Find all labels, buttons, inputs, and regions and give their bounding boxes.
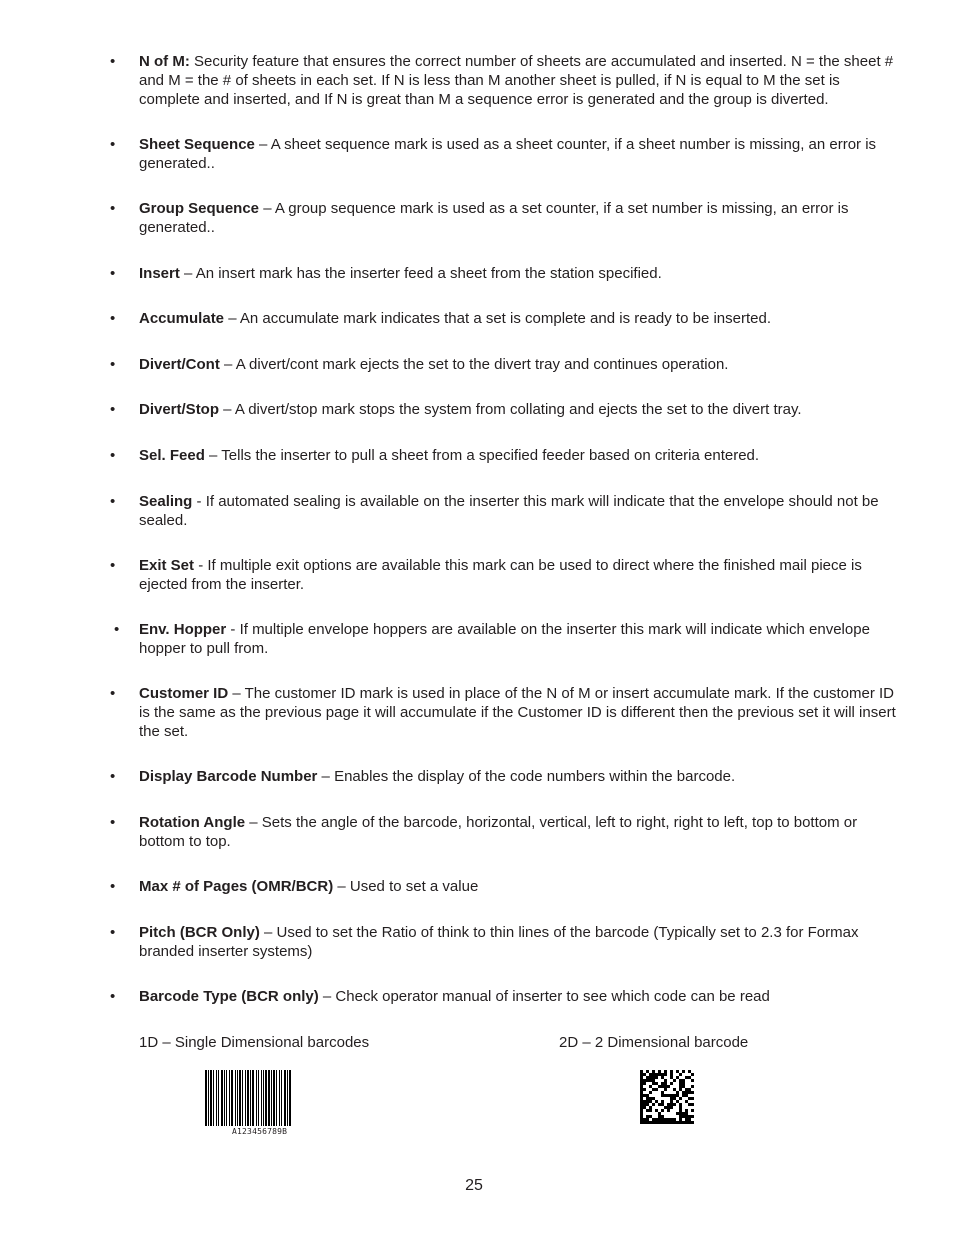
list-item-text bbox=[139, 355, 904, 374]
bullet: • bbox=[110, 493, 116, 510]
list-item-text bbox=[139, 684, 904, 741]
description: - If automated sealing is available on the inserter this mark will indicate that the envelope should not be sealed. bbox=[139, 493, 879, 529]
linear-barcode-icon bbox=[204, 1070, 316, 1126]
description: – A group sequence mark is used as a set counter, if a set number is missing, an error is generated.. bbox=[139, 200, 849, 236]
list-item-text bbox=[139, 446, 904, 465]
term: Divert/Cont bbox=[139, 356, 220, 373]
term: Group Sequence bbox=[139, 200, 260, 217]
description: – Enables the display of the code numbers within the barcode. bbox=[317, 768, 736, 785]
list-item-text bbox=[139, 923, 904, 961]
list-item-text bbox=[139, 400, 904, 419]
term: Pitch (BCR Only) bbox=[139, 924, 260, 941]
term: Customer ID bbox=[139, 685, 229, 702]
term: Rotation Angle bbox=[139, 814, 246, 831]
list-item-text bbox=[139, 987, 904, 1006]
bullet: • bbox=[110, 878, 116, 895]
datamatrix-barcode-icon bbox=[640, 1070, 694, 1124]
bullet: • bbox=[110, 814, 116, 831]
description: – Sets the angle of the barcode, horizontal, vertical, left to right, right to left, top to bottom or bottom to top. bbox=[139, 814, 858, 850]
description: – An accumulate mark indicates that a set is complete and is ready to be inserted. bbox=[224, 310, 771, 327]
bullet: • bbox=[110, 401, 116, 418]
bullet: • bbox=[110, 200, 116, 217]
bullet: • bbox=[110, 53, 116, 70]
caption-1d: 1D – Single Dimensional barcodes bbox=[139, 1034, 370, 1051]
bullet: • bbox=[110, 768, 116, 785]
list-item-text bbox=[139, 556, 904, 594]
caption-2d: 2D – 2 Dimensional barcode bbox=[559, 1034, 749, 1051]
description: – A sheet sequence mark is used as a sheet counter, if a sheet number is missing, an error is generated.. bbox=[139, 136, 877, 172]
term: Display Barcode Number bbox=[139, 768, 318, 785]
description: – A divert/stop mark stops the system from collating and ejects the set to the divert tray. bbox=[219, 401, 802, 418]
bullet: • bbox=[110, 356, 116, 373]
list-item-text bbox=[139, 767, 904, 786]
barcode-number: A123456789B bbox=[232, 1127, 288, 1136]
bullet: • bbox=[110, 557, 116, 574]
list-item-text bbox=[139, 309, 904, 328]
term: Sheet Sequence bbox=[139, 136, 255, 153]
list-item-text bbox=[139, 813, 904, 851]
bullet: • bbox=[110, 988, 116, 1005]
bullet: • bbox=[110, 136, 116, 153]
list-item-text bbox=[139, 264, 904, 283]
description: – An insert mark has the inserter feed a sheet from the station specified. bbox=[179, 265, 662, 282]
bullet: • bbox=[110, 685, 116, 702]
description: - If multiple exit options are available this mark can be used to direct where the finished mail piece is ejected from the inserter. bbox=[139, 557, 862, 593]
term: Sel. Feed bbox=[139, 447, 205, 464]
term: Exit Set bbox=[139, 557, 195, 574]
description: Security feature that ensures the correct number of sheets are accumulated and inserted. N = the sheet # and M = the # of sheets in each set. If N is less than M another sheet is pulled, if N is equal to M the set is complete and inserted, and If N is great than M a sequence error is generated and the group is diverted. bbox=[139, 53, 894, 108]
bullet: • bbox=[110, 310, 116, 327]
page-number: 25 bbox=[465, 1177, 483, 1194]
term: Accumulate bbox=[139, 310, 225, 327]
bullet: • bbox=[114, 621, 120, 638]
list-item-text bbox=[139, 877, 904, 896]
description: – A divert/cont mark ejects the set to the divert tray and continues operation. bbox=[219, 356, 729, 373]
term: Sealing bbox=[139, 493, 193, 510]
term: Insert bbox=[139, 265, 180, 282]
bullet: • bbox=[110, 447, 116, 464]
list-item-text bbox=[139, 492, 904, 530]
description: – Used to set a value bbox=[333, 878, 479, 895]
description: – Tells the inserter to pull a sheet from a specified feeder based on criteria entered. bbox=[204, 447, 760, 464]
description: – The customer ID mark is used in place of the N of M or insert accumulate mark. If the customer ID is the same as the previous page it will accumulate if the Customer ID is different then the previous set it will insert the set. bbox=[139, 685, 896, 740]
term: Divert/Stop bbox=[139, 401, 220, 418]
list-item-text bbox=[139, 199, 904, 237]
term: Max # of Pages (OMR/BCR) bbox=[139, 878, 334, 895]
list-item-text bbox=[139, 135, 904, 173]
list-item-text bbox=[139, 620, 909, 658]
term: Env. Hopper bbox=[139, 621, 227, 638]
term: Barcode Type (BCR only) bbox=[139, 988, 319, 1005]
description: – Used to set the Ratio of think to thin lines of the barcode (Typically set to 2.3 for Formax branded inserter systems) bbox=[139, 924, 859, 960]
term: N of M: bbox=[139, 53, 190, 70]
bullet: • bbox=[110, 265, 116, 282]
bullet: • bbox=[110, 924, 116, 941]
description: – Check operator manual of inserter to see which code can be read bbox=[318, 988, 770, 1005]
list-item-text bbox=[139, 52, 904, 109]
description: - If multiple envelope hoppers are available on the inserter this mark will indicate which envelope hopper to pull from. bbox=[139, 621, 870, 657]
